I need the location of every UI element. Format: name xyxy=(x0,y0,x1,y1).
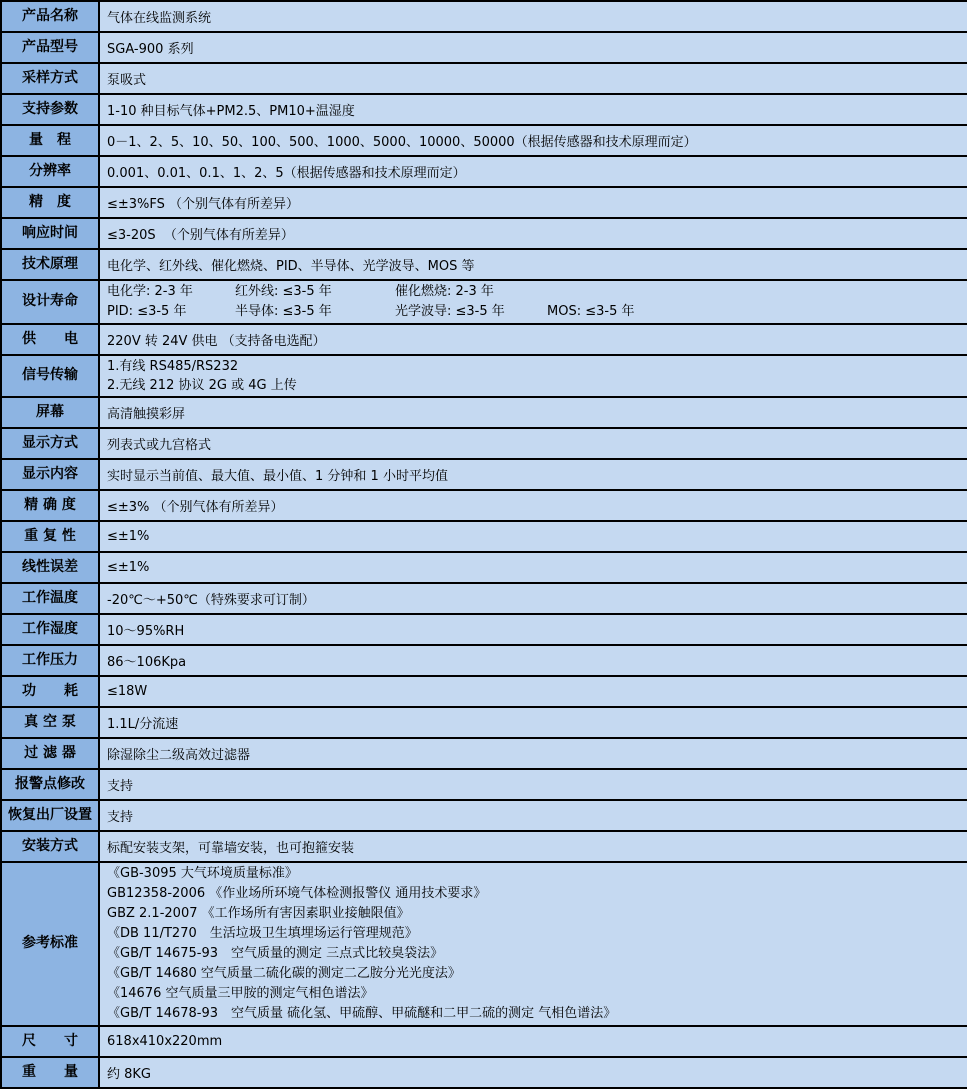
spec-row-screen xyxy=(2,398,967,429)
spec-label: 屏幕 xyxy=(2,398,100,427)
spec-row-alarm-point-modification xyxy=(2,770,967,801)
spec-row-accuracy xyxy=(2,491,967,522)
standard-line: GBZ 2.1-2007 《工作场所有害因素职业接触限值》 xyxy=(107,906,410,921)
design-life-item: 红外线: ≤3-5 年 xyxy=(235,284,332,299)
spec-value: 支持 xyxy=(100,770,967,799)
spec-row-supported-parameters xyxy=(2,95,967,126)
spec-row-power-consumption xyxy=(2,677,967,708)
spec-value: 10～95%RH xyxy=(100,615,967,644)
spec-value: 泵吸式 xyxy=(100,64,967,93)
spec-label: 精 确 度 xyxy=(2,491,100,520)
design-life-item: 半导体: ≤3-5 年 xyxy=(235,304,332,319)
spec-label: 重 复 性 xyxy=(2,522,100,551)
standard-line: 《GB/T 14675-93 空气质量的测定 三点式比较臭袋法》 xyxy=(107,946,444,961)
spec-label: 过 滤 器 xyxy=(2,739,100,768)
spec-row-display-mode xyxy=(2,429,967,460)
spec-value: 标配安装支架，可靠墙安装，也可抱箍安装 xyxy=(100,832,967,861)
spec-row-working-temperature xyxy=(2,584,967,615)
design-life-line xyxy=(107,282,967,302)
spec-row-weight xyxy=(2,1058,967,1089)
spec-value: ≤±1% xyxy=(100,553,967,582)
spec-label: 产品名称 xyxy=(2,2,100,31)
spec-row-factory-reset xyxy=(2,801,967,832)
spec-row-product-model xyxy=(2,33,967,64)
spec-label: 量 程 xyxy=(2,126,100,155)
spec-value: 除湿除尘二级高效过滤器 xyxy=(100,739,967,768)
spec-value-line: 1.有线 RS485/RS232 xyxy=(107,359,239,374)
spec-row-sampling-method xyxy=(2,64,967,95)
standard-line: GB12358-2006 《作业场所环境气体检测报警仪 通用技术要求》 xyxy=(107,886,487,901)
standard-line: 《14676 空气质量三甲胺的测定气相色谱法》 xyxy=(107,986,374,1001)
spec-row-design-life xyxy=(2,281,967,325)
spec-value: 0.001、0.01、0.1、1、2、5（根据传感器和技术原理而定） xyxy=(100,157,967,186)
spec-label: 产品型号 xyxy=(2,33,100,62)
spec-value xyxy=(100,356,967,396)
standard-line: 《GB/T 14678-93 空气质量 硫化氢、甲硫醇、甲硫醚和二甲二硫的测定 气相色谱法》 xyxy=(107,1006,617,1021)
spec-value: 电化学、红外线、催化燃烧、PID、半导体、光学波导、MOS 等 xyxy=(100,250,967,279)
spec-row-repeatability xyxy=(2,522,967,553)
spec-label: 报警点修改 xyxy=(2,770,100,799)
spec-label: 恢复出厂设置 xyxy=(2,801,100,830)
spec-row-product-name xyxy=(2,2,967,33)
spec-value: ≤3-20S （个别气体有所差异） xyxy=(100,219,967,248)
spec-label: 线性误差 xyxy=(2,553,100,582)
spec-value: 220V 转 24V 供电 （支持备电选配） xyxy=(100,325,967,354)
standard-line: 《GB/T 14680 空气质量二硫化碳的测定二乙胺分光光度法》 xyxy=(107,966,461,981)
design-life-item: MOS: ≤3-5 年 xyxy=(547,304,635,319)
spec-value: 高清触摸彩屏 xyxy=(100,398,967,427)
spec-value-line: 2.无线 212 协议 2G 或 4G 上传 xyxy=(107,378,297,393)
spec-row-working-pressure xyxy=(2,646,967,677)
spec-label: 安装方式 xyxy=(2,832,100,861)
spec-value: 气体在线监测系统 xyxy=(100,2,967,31)
design-life-line xyxy=(107,302,967,322)
spec-value: ≤18W xyxy=(100,677,967,706)
spec-value: ≤±3%FS （个别气体有所差异） xyxy=(100,188,967,217)
spec-value xyxy=(100,281,967,323)
spec-row-working-humidity xyxy=(2,615,967,646)
spec-row-display-content xyxy=(2,460,967,491)
spec-label: 精 度 xyxy=(2,188,100,217)
spec-value: ≤±1% xyxy=(100,522,967,551)
spec-row-technical-principle xyxy=(2,250,967,281)
spec-value: ≤±3% （个别气体有所差异） xyxy=(100,491,967,520)
spec-label: 响应时间 xyxy=(2,219,100,248)
spec-label: 尺 寸 xyxy=(2,1027,100,1056)
spec-row-response-time xyxy=(2,219,967,250)
spec-row-filter xyxy=(2,739,967,770)
spec-value: 1.1L/分流速 xyxy=(100,708,967,737)
spec-row-power-supply xyxy=(2,325,967,356)
spec-value: 支持 xyxy=(100,801,967,830)
spec-label: 设计寿命 xyxy=(2,281,100,323)
design-life-item: PID: ≤3-5 年 xyxy=(107,304,187,319)
spec-label: 显示内容 xyxy=(2,460,100,489)
spec-value: 列表式或九宫格式 xyxy=(100,429,967,458)
design-life-item xyxy=(547,282,967,302)
spec-label: 供 电 xyxy=(2,325,100,354)
standard-line: 《GB-3095 大气环境质量标准》 xyxy=(107,866,298,881)
spec-row-installation-method xyxy=(2,832,967,863)
spec-label: 功 耗 xyxy=(2,677,100,706)
spec-value: 0－1、2、5、10、50、100、500、1000、5000、10000、50000（根据传感器和技术原理而定） xyxy=(100,126,967,155)
design-life-item: 光学波导: ≤3-5 年 xyxy=(395,304,505,319)
spec-row-reference-standards xyxy=(2,863,967,1027)
spec-value: 86～106Kpa xyxy=(100,646,967,675)
spec-label: 信号传输 xyxy=(2,356,100,396)
spec-label: 支持参数 xyxy=(2,95,100,124)
spec-row-vacuum-pump xyxy=(2,708,967,739)
spec-value: 实时显示当前值、最大值、最小值、1 分钟和 1 小时平均值 xyxy=(100,460,967,489)
spec-row-dimensions xyxy=(2,1027,967,1058)
spec-label: 真 空 泵 xyxy=(2,708,100,737)
spec-row-linearity-error xyxy=(2,553,967,584)
spec-label: 技术原理 xyxy=(2,250,100,279)
spec-label: 工作湿度 xyxy=(2,615,100,644)
spec-row-precision xyxy=(2,188,967,219)
spec-label: 工作压力 xyxy=(2,646,100,675)
spec-label: 采样方式 xyxy=(2,64,100,93)
spec-row-resolution xyxy=(2,157,967,188)
spec-value xyxy=(100,863,967,1025)
spec-label: 重 量 xyxy=(2,1058,100,1087)
spec-label: 分辨率 xyxy=(2,157,100,186)
spec-value: 约 8KG xyxy=(100,1058,967,1087)
spec-label: 工作温度 xyxy=(2,584,100,613)
standard-line: 《DB 11/T270 生活垃圾卫生填埋场运行管理规范》 xyxy=(107,926,418,941)
spec-value: -20℃～+50℃（特殊要求可订制） xyxy=(100,584,967,613)
spec-row-measuring-range xyxy=(2,126,967,157)
spec-value: SGA-900 系列 xyxy=(100,33,967,62)
spec-value: 618x410x220mm xyxy=(100,1027,967,1056)
spec-label: 显示方式 xyxy=(2,429,100,458)
design-life-item: 催化燃烧: 2-3 年 xyxy=(395,284,494,299)
spec-value: 1-10 种目标气体+PM2.5、PM10+温湿度 xyxy=(100,95,967,124)
design-life-item: 电化学: 2-3 年 xyxy=(107,284,193,299)
spec-label: 参考标准 xyxy=(2,863,100,1025)
spec-row-signal-transmission xyxy=(2,356,967,398)
